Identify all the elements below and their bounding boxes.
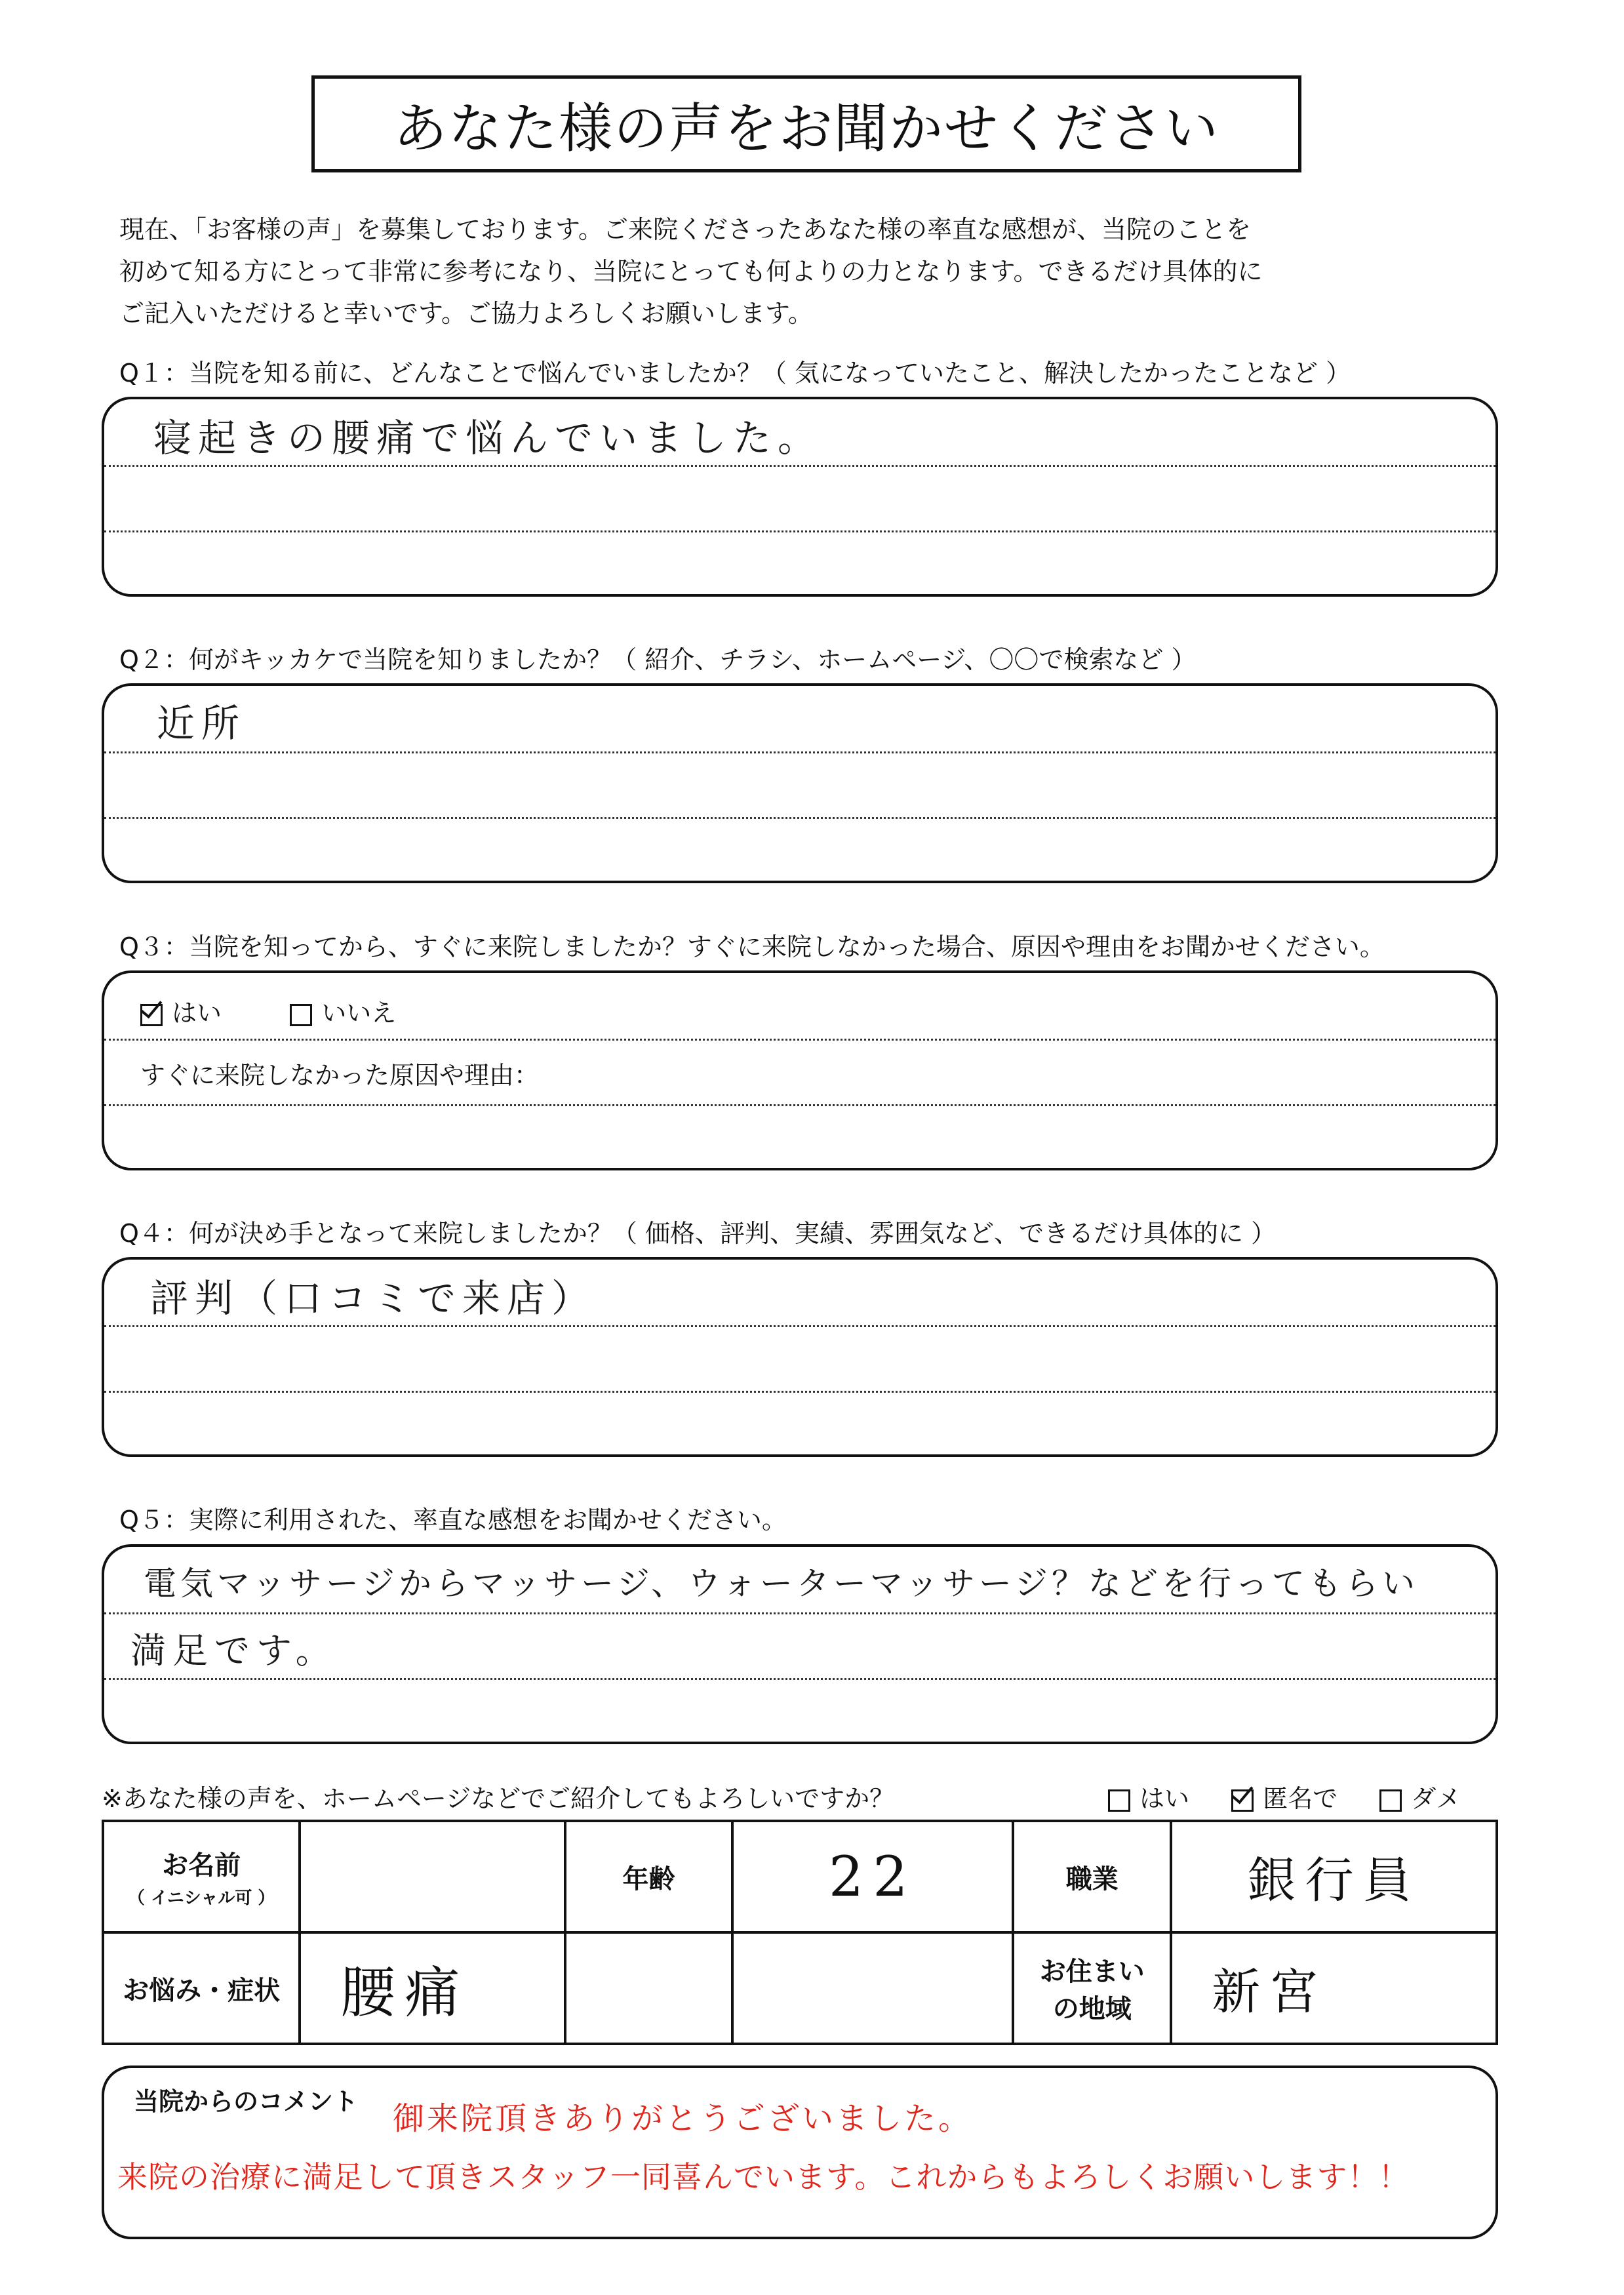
symptom-label: お悩み・症状 — [103, 1932, 300, 2044]
permission-anonymous-option[interactable]: 匿名で — [1231, 1784, 1337, 1813]
age-value[interactable]: 22 — [732, 1821, 1013, 1932]
name-value-cell[interactable] — [300, 1821, 565, 1932]
permission-no-option[interactable]: ダメ — [1379, 1784, 1461, 1813]
intro-line: ご記入いただけると幸いです。ご協力よろしくお願いします。 — [119, 299, 813, 328]
q3-answer-box — [102, 970, 1498, 1170]
q1-answer-box[interactable] — [102, 397, 1498, 597]
job-label: 職業 — [1013, 1821, 1171, 1932]
page-title-text: あなた様の声をお聞かせください — [393, 97, 1219, 160]
q2-answer: 近所 — [157, 701, 247, 746]
q5-answer-line-1: 電気マッサージからマッサージ、ウォーターマッサージ？などを行ってもらい — [144, 1565, 1419, 1603]
name-label-cell: お名前 （ イニシャル可 ） — [103, 1821, 300, 1932]
intro-line: 初めて知る方にとって非常に参考になり、当院にとっても何よりの力となります。できるだけ具体的に — [119, 257, 1263, 286]
q4-answer: 評判（口コミで来店） — [150, 1276, 597, 1321]
checkbox-checked-icon[interactable] — [1231, 1789, 1254, 1812]
clinic-comment-line-1: 御来院頂きありがとうございました。 — [393, 2100, 973, 2137]
q2-answer-box[interactable] — [102, 683, 1498, 883]
q5-answer-line-2: 満足です。 — [130, 1630, 338, 1671]
q3-options — [140, 993, 396, 1029]
checkbox-icon[interactable] — [290, 1004, 312, 1026]
q5-answer-box[interactable] — [102, 1544, 1498, 1744]
checkbox-icon[interactable] — [1108, 1789, 1130, 1812]
empty-cell — [732, 1932, 1013, 2044]
q3-reason-label: すぐに来院しなかった原因や理由： — [140, 1061, 540, 1090]
q2-question: Q２：何がキッカケで当院を知りましたか？（ 紹介、チラシ、ホームページ、〇〇で検索など ） — [119, 645, 1197, 674]
area-value[interactable]: 新宮 — [1171, 1932, 1497, 2044]
q3-no-option[interactable]: いいえ — [290, 999, 396, 1028]
page-title — [311, 75, 1301, 172]
job-value[interactable]: 銀行員 — [1171, 1821, 1497, 1932]
q5-question: Q５：実際に利用された、率直な感想をお聞かせください。 — [119, 1506, 787, 1534]
symptom-value[interactable]: 腰痛 — [300, 1932, 565, 2044]
empty-cell — [565, 1932, 732, 2044]
permission-yes-option[interactable]: はい — [1108, 1784, 1189, 1813]
clinic-comment-line-2: 来院の治療に満足して頂きスタッフ一同喜んでいます。これからもよろしくお願いします！！ — [117, 2159, 1410, 2195]
age-label: 年齢 — [565, 1821, 732, 1932]
profile-table — [102, 1820, 1498, 2045]
intro-line: 現在、「お客様の声」を募集しております。ご来院くださったあなた様の率直な感想が、当院のことを — [119, 215, 1251, 244]
clinic-comment-box — [102, 2066, 1498, 2239]
q1-question: Q１：当院を知る前に、どんなことで悩んでいましたか？（ 気になっていたこと、解決したかったことなど ） — [119, 359, 1351, 388]
q1-answer: 寝起きの腰痛で悩んでいました。 — [153, 416, 823, 460]
clinic-comment-label: 当院からのコメント — [134, 2087, 359, 2116]
permission-options — [1108, 1778, 1461, 1814]
q3-yes-option[interactable]: はい — [140, 999, 222, 1028]
intro-text — [119, 209, 1562, 334]
q4-question: Q４：何が決め手となって来院しましたか？（ 価格、評判、実績、雰囲気など、できるだけ具体的に ） — [119, 1219, 1277, 1248]
checkbox-checked-icon[interactable] — [140, 1004, 163, 1026]
area-label-cell: お住まい の地域 — [1013, 1932, 1171, 2044]
q3-question: Q３：当院を知ってから、すぐに来院しましたか？すぐに来院しなかった場合、原因や理由をお聞かせください。 — [119, 932, 1385, 961]
checkbox-icon[interactable] — [1379, 1789, 1402, 1812]
permission-question: ※あなた様の声を、ホームページなどでご紹介してもよろしいですか？ — [102, 1784, 895, 1813]
q4-answer-box[interactable] — [102, 1257, 1498, 1457]
